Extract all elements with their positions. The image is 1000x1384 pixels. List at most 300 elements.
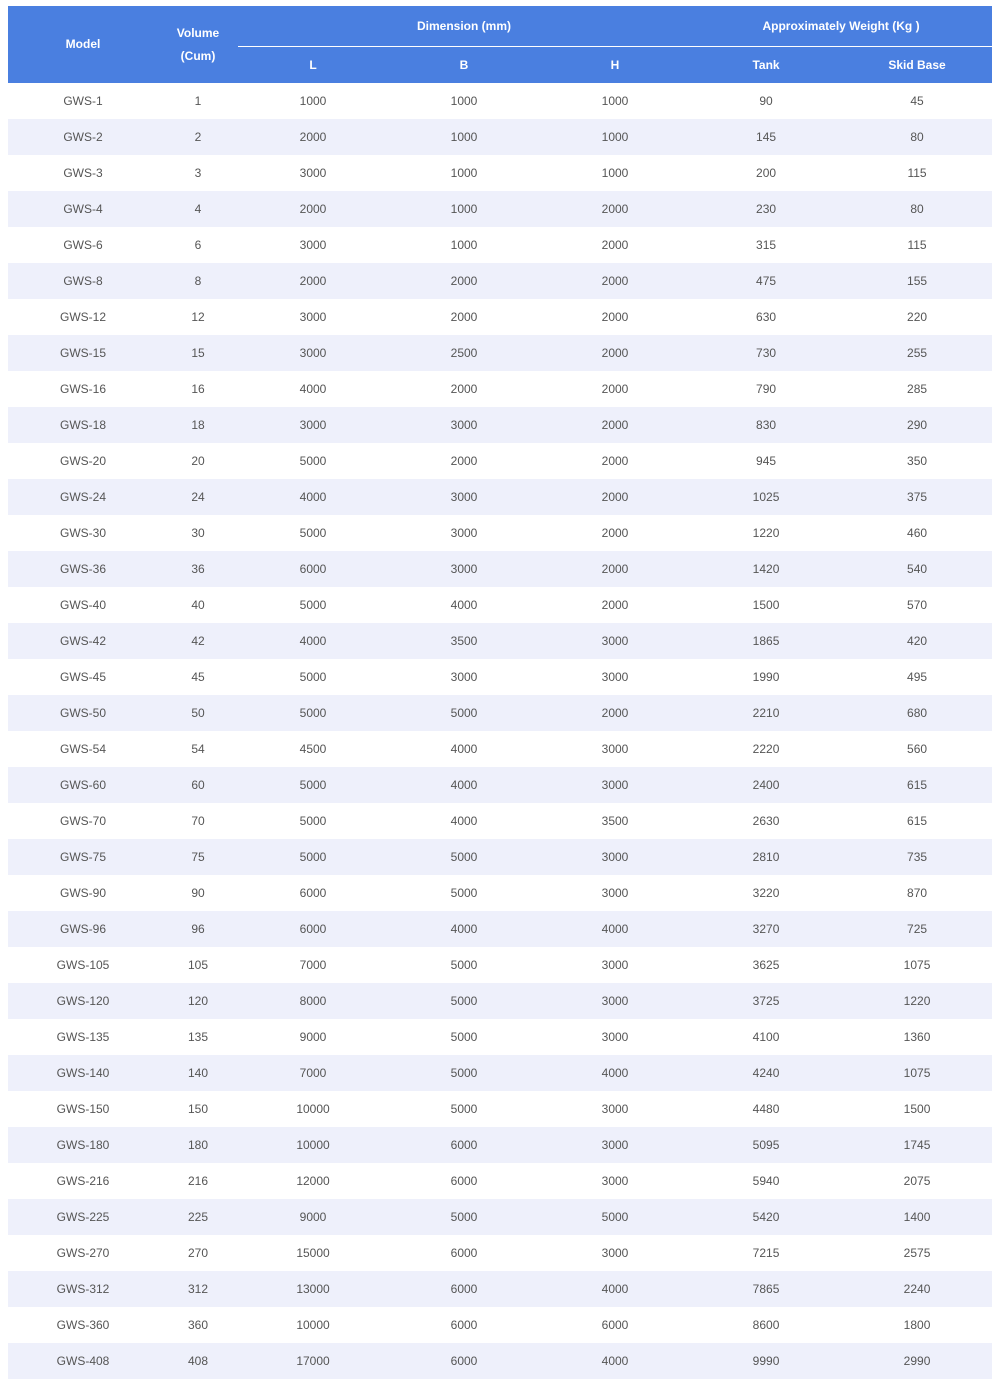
- cell-l: 12000: [238, 1163, 388, 1199]
- cell-tank: 1420: [690, 551, 842, 587]
- cell-l: 6000: [238, 875, 388, 911]
- cell-h: 3000: [540, 767, 690, 803]
- cell-model: GWS-135: [8, 1019, 158, 1055]
- cell-l: 17000: [238, 1343, 388, 1379]
- cell-volume: 70: [158, 803, 238, 839]
- table-row: [8, 731, 992, 767]
- header-volume-line2: (Cum): [180, 48, 216, 63]
- cell-skid-base: 680: [842, 695, 992, 731]
- cell-b: 3000: [388, 515, 540, 551]
- cell-skid-base: 2575: [842, 1235, 992, 1271]
- cell-tank: 3625: [690, 947, 842, 983]
- cell-b: 5000: [388, 1019, 540, 1055]
- cell-skid-base: 255: [842, 335, 992, 371]
- cell-h: 3000: [540, 659, 690, 695]
- cell-l: 1000: [238, 83, 388, 119]
- table-header: [8, 6, 992, 83]
- cell-skid-base: 725: [842, 911, 992, 947]
- cell-skid-base: 115: [842, 155, 992, 191]
- cell-model: GWS-16: [8, 371, 158, 407]
- header-h: H: [540, 47, 690, 84]
- cell-l: 5000: [238, 839, 388, 875]
- cell-tank: 2220: [690, 731, 842, 767]
- cell-h: 2000: [540, 479, 690, 515]
- cell-skid-base: 155: [842, 263, 992, 299]
- cell-volume: 60: [158, 767, 238, 803]
- cell-b: 2000: [388, 371, 540, 407]
- table-row: [8, 83, 992, 119]
- cell-h: 4000: [540, 1271, 690, 1307]
- cell-b: 5000: [388, 1091, 540, 1127]
- cell-model: GWS-90: [8, 875, 158, 911]
- cell-tank: 7865: [690, 1271, 842, 1307]
- cell-b: 5000: [388, 875, 540, 911]
- cell-tank: 2400: [690, 767, 842, 803]
- cell-tank: 7215: [690, 1235, 842, 1271]
- cell-skid-base: 460: [842, 515, 992, 551]
- cell-volume: 36: [158, 551, 238, 587]
- cell-l: 10000: [238, 1127, 388, 1163]
- header-b: B: [388, 47, 540, 84]
- cell-model: GWS-18: [8, 407, 158, 443]
- cell-skid-base: 45: [842, 83, 992, 119]
- cell-volume: 8: [158, 263, 238, 299]
- cell-b: 1000: [388, 227, 540, 263]
- cell-l: 6000: [238, 551, 388, 587]
- cell-skid-base: 1075: [842, 1055, 992, 1091]
- cell-volume: 6: [158, 227, 238, 263]
- table-row: [8, 407, 992, 443]
- cell-model: GWS-12: [8, 299, 158, 335]
- table-row: [8, 155, 992, 191]
- cell-l: 3000: [238, 155, 388, 191]
- cell-h: 3000: [540, 839, 690, 875]
- cell-b: 5000: [388, 983, 540, 1019]
- cell-volume: 96: [158, 911, 238, 947]
- cell-skid-base: 290: [842, 407, 992, 443]
- table-row: [8, 1235, 992, 1271]
- cell-tank: 2210: [690, 695, 842, 731]
- table-row: [8, 119, 992, 155]
- cell-l: 10000: [238, 1307, 388, 1343]
- cell-skid-base: 570: [842, 587, 992, 623]
- cell-l: 5000: [238, 443, 388, 479]
- cell-tank: 730: [690, 335, 842, 371]
- cell-l: 5000: [238, 587, 388, 623]
- cell-volume: 40: [158, 587, 238, 623]
- cell-l: 3000: [238, 407, 388, 443]
- cell-volume: 18: [158, 407, 238, 443]
- cell-skid-base: 80: [842, 119, 992, 155]
- cell-b: 4000: [388, 731, 540, 767]
- cell-h: 3000: [540, 623, 690, 659]
- cell-tank: 475: [690, 263, 842, 299]
- cell-model: GWS-96: [8, 911, 158, 947]
- cell-tank: 9990: [690, 1343, 842, 1379]
- cell-tank: 2630: [690, 803, 842, 839]
- cell-b: 4000: [388, 803, 540, 839]
- cell-h: 3000: [540, 1235, 690, 1271]
- cell-model: GWS-4: [8, 191, 158, 227]
- cell-tank: 4240: [690, 1055, 842, 1091]
- table-row: [8, 1271, 992, 1307]
- table-row: [8, 551, 992, 587]
- table-row: [8, 515, 992, 551]
- cell-tank: 5095: [690, 1127, 842, 1163]
- table-row: [8, 911, 992, 947]
- cell-b: 5000: [388, 1055, 540, 1091]
- cell-skid-base: 870: [842, 875, 992, 911]
- cell-b: 3000: [388, 407, 540, 443]
- cell-h: 3000: [540, 1127, 690, 1163]
- cell-volume: 2: [158, 119, 238, 155]
- cell-h: 2000: [540, 335, 690, 371]
- cell-skid-base: 1400: [842, 1199, 992, 1235]
- cell-model: GWS-1: [8, 83, 158, 119]
- cell-tank: 3270: [690, 911, 842, 947]
- cell-b: 1000: [388, 119, 540, 155]
- cell-tank: 1025: [690, 479, 842, 515]
- cell-volume: 12: [158, 299, 238, 335]
- cell-l: 4000: [238, 371, 388, 407]
- cell-model: GWS-6: [8, 227, 158, 263]
- cell-model: GWS-15: [8, 335, 158, 371]
- cell-model: GWS-60: [8, 767, 158, 803]
- cell-l: 5000: [238, 803, 388, 839]
- table-row: [8, 227, 992, 263]
- cell-model: GWS-270: [8, 1235, 158, 1271]
- table-row: [8, 299, 992, 335]
- table-row: [8, 947, 992, 983]
- table-row: [8, 263, 992, 299]
- cell-l: 2000: [238, 119, 388, 155]
- cell-l: 5000: [238, 695, 388, 731]
- cell-h: 5000: [540, 1199, 690, 1235]
- cell-h: 4000: [540, 1343, 690, 1379]
- cell-h: 2000: [540, 443, 690, 479]
- cell-b: 2500: [388, 335, 540, 371]
- table-row: [8, 443, 992, 479]
- cell-model: GWS-312: [8, 1271, 158, 1307]
- cell-h: 1000: [540, 119, 690, 155]
- cell-l: 3000: [238, 335, 388, 371]
- table-row: [8, 1343, 992, 1379]
- cell-h: 2000: [540, 299, 690, 335]
- header-volume: [158, 6, 238, 83]
- cell-b: 1000: [388, 155, 540, 191]
- cell-tank: 145: [690, 119, 842, 155]
- cell-model: GWS-30: [8, 515, 158, 551]
- cell-tank: 1220: [690, 515, 842, 551]
- cell-volume: 24: [158, 479, 238, 515]
- cell-volume: 75: [158, 839, 238, 875]
- spec-table-container: [8, 6, 992, 1379]
- cell-skid-base: 495: [842, 659, 992, 695]
- cell-tank: 1990: [690, 659, 842, 695]
- cell-h: 2000: [540, 695, 690, 731]
- table-row: [8, 803, 992, 839]
- cell-volume: 3: [158, 155, 238, 191]
- cell-tank: 5420: [690, 1199, 842, 1235]
- cell-tank: 90: [690, 83, 842, 119]
- cell-b: 6000: [388, 1343, 540, 1379]
- cell-skid-base: 420: [842, 623, 992, 659]
- cell-volume: 42: [158, 623, 238, 659]
- cell-b: 1000: [388, 83, 540, 119]
- cell-l: 5000: [238, 515, 388, 551]
- table-row: [8, 1091, 992, 1127]
- cell-model: GWS-42: [8, 623, 158, 659]
- cell-skid-base: 615: [842, 803, 992, 839]
- cell-volume: 312: [158, 1271, 238, 1307]
- cell-b: 5000: [388, 1199, 540, 1235]
- cell-h: 3000: [540, 947, 690, 983]
- cell-skid-base: 115: [842, 227, 992, 263]
- cell-model: GWS-3: [8, 155, 158, 191]
- header-volume-line1: Volume: [176, 25, 220, 40]
- cell-volume: 90: [158, 875, 238, 911]
- cell-model: GWS-24: [8, 479, 158, 515]
- header-skid-base: Skid Base: [842, 47, 992, 84]
- cell-skid-base: 220: [842, 299, 992, 335]
- cell-h: 3000: [540, 1019, 690, 1055]
- cell-h: 2000: [540, 227, 690, 263]
- cell-volume: 16: [158, 371, 238, 407]
- cell-l: 7000: [238, 1055, 388, 1091]
- table-row: [8, 623, 992, 659]
- header-row-top: [8, 6, 992, 47]
- cell-model: GWS-140: [8, 1055, 158, 1091]
- cell-model: GWS-8: [8, 263, 158, 299]
- cell-l: 7000: [238, 947, 388, 983]
- cell-volume: 216: [158, 1163, 238, 1199]
- cell-volume: 50: [158, 695, 238, 731]
- table-row: [8, 875, 992, 911]
- cell-tank: 1500: [690, 587, 842, 623]
- cell-model: GWS-36: [8, 551, 158, 587]
- cell-b: 2000: [388, 299, 540, 335]
- header-weight: Approximately Weight (Kg ): [690, 6, 992, 47]
- cell-b: 6000: [388, 1307, 540, 1343]
- cell-h: 3000: [540, 875, 690, 911]
- cell-skid-base: 1800: [842, 1307, 992, 1343]
- cell-model: GWS-105: [8, 947, 158, 983]
- table-row: [8, 479, 992, 515]
- cell-h: 3000: [540, 1163, 690, 1199]
- cell-l: 9000: [238, 1199, 388, 1235]
- cell-b: 3000: [388, 551, 540, 587]
- cell-volume: 45: [158, 659, 238, 695]
- cell-tank: 3725: [690, 983, 842, 1019]
- cell-volume: 30: [158, 515, 238, 551]
- cell-skid-base: 615: [842, 767, 992, 803]
- cell-volume: 15: [158, 335, 238, 371]
- cell-l: 4500: [238, 731, 388, 767]
- cell-b: 6000: [388, 1163, 540, 1199]
- cell-tank: 200: [690, 155, 842, 191]
- cell-model: GWS-2: [8, 119, 158, 155]
- cell-tank: 630: [690, 299, 842, 335]
- cell-b: 2000: [388, 443, 540, 479]
- cell-h: 2000: [540, 587, 690, 623]
- cell-l: 9000: [238, 1019, 388, 1055]
- table-row: [8, 1163, 992, 1199]
- header-dimension: Dimension (mm): [238, 6, 690, 47]
- cell-volume: 408: [158, 1343, 238, 1379]
- cell-skid-base: 2075: [842, 1163, 992, 1199]
- cell-skid-base: 80: [842, 191, 992, 227]
- cell-b: 6000: [388, 1271, 540, 1307]
- table-row: [8, 1127, 992, 1163]
- cell-h: 2000: [540, 263, 690, 299]
- cell-h: 3000: [540, 983, 690, 1019]
- cell-h: 4000: [540, 911, 690, 947]
- cell-tank: 790: [690, 371, 842, 407]
- cell-b: 4000: [388, 767, 540, 803]
- cell-model: GWS-50: [8, 695, 158, 731]
- cell-model: GWS-45: [8, 659, 158, 695]
- cell-skid-base: 1360: [842, 1019, 992, 1055]
- cell-tank: 8600: [690, 1307, 842, 1343]
- table-row: [8, 659, 992, 695]
- cell-h: 1000: [540, 155, 690, 191]
- cell-volume: 225: [158, 1199, 238, 1235]
- cell-skid-base: 1745: [842, 1127, 992, 1163]
- cell-h: 3000: [540, 1091, 690, 1127]
- cell-volume: 20: [158, 443, 238, 479]
- cell-l: 6000: [238, 911, 388, 947]
- cell-l: 5000: [238, 659, 388, 695]
- header-l: L: [238, 47, 388, 84]
- cell-model: GWS-120: [8, 983, 158, 1019]
- cell-b: 6000: [388, 1127, 540, 1163]
- cell-tank: 2810: [690, 839, 842, 875]
- cell-model: GWS-408: [8, 1343, 158, 1379]
- cell-l: 8000: [238, 983, 388, 1019]
- cell-volume: 105: [158, 947, 238, 983]
- cell-model: GWS-20: [8, 443, 158, 479]
- cell-h: 4000: [540, 1055, 690, 1091]
- cell-tank: 830: [690, 407, 842, 443]
- cell-b: 4000: [388, 587, 540, 623]
- cell-model: GWS-70: [8, 803, 158, 839]
- table-row: [8, 191, 992, 227]
- cell-b: 5000: [388, 947, 540, 983]
- cell-h: 2000: [540, 515, 690, 551]
- cell-b: 5000: [388, 695, 540, 731]
- cell-h: 1000: [540, 83, 690, 119]
- cell-h: 2000: [540, 551, 690, 587]
- cell-tank: 315: [690, 227, 842, 263]
- cell-b: 3000: [388, 479, 540, 515]
- cell-b: 3000: [388, 659, 540, 695]
- cell-l: 10000: [238, 1091, 388, 1127]
- table-row: [8, 1307, 992, 1343]
- header-tank: Tank: [690, 47, 842, 84]
- cell-h: 2000: [540, 407, 690, 443]
- cell-tank: 1865: [690, 623, 842, 659]
- cell-tank: 4100: [690, 1019, 842, 1055]
- cell-l: 5000: [238, 767, 388, 803]
- cell-l: 3000: [238, 299, 388, 335]
- header-model: Model: [8, 6, 158, 83]
- table-row: [8, 1199, 992, 1235]
- cell-b: 4000: [388, 911, 540, 947]
- cell-l: 4000: [238, 479, 388, 515]
- cell-volume: 180: [158, 1127, 238, 1163]
- cell-model: GWS-75: [8, 839, 158, 875]
- cell-b: 2000: [388, 263, 540, 299]
- cell-volume: 360: [158, 1307, 238, 1343]
- table-row: [8, 371, 992, 407]
- cell-model: GWS-216: [8, 1163, 158, 1199]
- cell-model: GWS-150: [8, 1091, 158, 1127]
- cell-skid-base: 285: [842, 371, 992, 407]
- cell-skid-base: 2240: [842, 1271, 992, 1307]
- cell-h: 3000: [540, 731, 690, 767]
- cell-skid-base: 2990: [842, 1343, 992, 1379]
- table-row: [8, 767, 992, 803]
- cell-l: 3000: [238, 227, 388, 263]
- cell-h: 6000: [540, 1307, 690, 1343]
- cell-skid-base: 735: [842, 839, 992, 875]
- cell-tank: 5940: [690, 1163, 842, 1199]
- cell-l: 15000: [238, 1235, 388, 1271]
- cell-l: 2000: [238, 263, 388, 299]
- spec-table: [8, 6, 992, 1379]
- cell-h: 3500: [540, 803, 690, 839]
- cell-h: 2000: [540, 191, 690, 227]
- cell-volume: 140: [158, 1055, 238, 1091]
- cell-volume: 270: [158, 1235, 238, 1271]
- cell-skid-base: 1075: [842, 947, 992, 983]
- cell-volume: 1: [158, 83, 238, 119]
- table-row: [8, 335, 992, 371]
- table-row: [8, 1019, 992, 1055]
- cell-model: GWS-54: [8, 731, 158, 767]
- table-body: [8, 83, 992, 1379]
- cell-skid-base: 1220: [842, 983, 992, 1019]
- cell-tank: 945: [690, 443, 842, 479]
- cell-tank: 4480: [690, 1091, 842, 1127]
- cell-model: GWS-360: [8, 1307, 158, 1343]
- cell-skid-base: 350: [842, 443, 992, 479]
- cell-volume: 120: [158, 983, 238, 1019]
- cell-h: 2000: [540, 371, 690, 407]
- table-row: [8, 695, 992, 731]
- cell-skid-base: 1500: [842, 1091, 992, 1127]
- table-row: [8, 839, 992, 875]
- cell-l: 13000: [238, 1271, 388, 1307]
- cell-l: 2000: [238, 191, 388, 227]
- cell-volume: 54: [158, 731, 238, 767]
- cell-l: 4000: [238, 623, 388, 659]
- table-row: [8, 1055, 992, 1091]
- cell-volume: 135: [158, 1019, 238, 1055]
- cell-b: 5000: [388, 839, 540, 875]
- cell-model: GWS-40: [8, 587, 158, 623]
- table-row: [8, 587, 992, 623]
- cell-b: 1000: [388, 191, 540, 227]
- cell-volume: 150: [158, 1091, 238, 1127]
- cell-model: GWS-225: [8, 1199, 158, 1235]
- cell-b: 3500: [388, 623, 540, 659]
- cell-volume: 4: [158, 191, 238, 227]
- table-row: [8, 983, 992, 1019]
- cell-tank: 230: [690, 191, 842, 227]
- cell-skid-base: 560: [842, 731, 992, 767]
- cell-model: GWS-180: [8, 1127, 158, 1163]
